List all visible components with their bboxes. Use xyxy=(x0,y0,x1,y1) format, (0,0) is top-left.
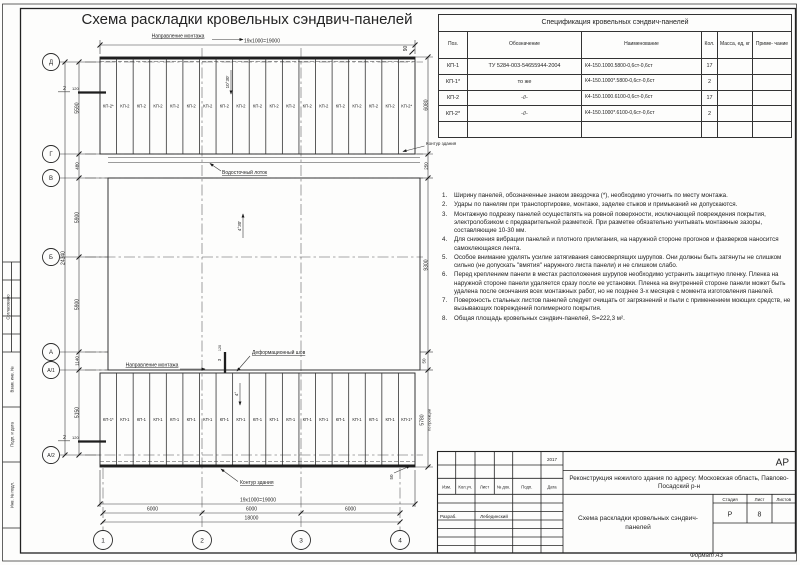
panel-label: КП-2 xyxy=(219,103,229,109)
spec-table xyxy=(438,14,791,138)
panel-label: КП-2* xyxy=(102,103,114,109)
spec-cell-designation: ТУ 5284-003-54655944-2004 xyxy=(468,59,582,75)
drawing-title: Схема раскладки кровельных сэндвич-панелей xyxy=(81,11,413,28)
note-item: Особое внимание уделять усилие затягивания самосверлящих шурупов. Они должны быть затянуты не слишком сильно (не допускать "вмятия" наружного листа панели) и не слишком слабо. xyxy=(454,253,782,269)
spec-cell-note xyxy=(753,90,792,106)
spec-cell-pos: КП-1* xyxy=(439,74,468,90)
title-block-col-koluch: Кол.уч. xyxy=(458,484,473,490)
panel-label: КП-2 xyxy=(170,103,180,109)
deformation-joint-label: Деформационный шов xyxy=(252,350,306,356)
panel-label: КП-2 xyxy=(120,103,130,109)
spec-cell-qty: 2 xyxy=(702,106,718,122)
dim-right-bottom-note: по проекции xyxy=(427,409,432,431)
note-item: Монтажную подрезку панелей осуществлять на ровной поверхности, исключающей повреждения покрытия, электролобзиком с предварительной разметкой. При разметке обязательно учитывать монтажные зазоры, составляющие 10-30 мм. xyxy=(454,210,766,234)
spec-cell-empty xyxy=(718,122,753,138)
panel-label: КП-2 xyxy=(352,103,362,109)
title-block-stage-label: Стадия xyxy=(722,496,738,502)
title-block-year: 2017 xyxy=(546,457,558,462)
spec-cell-designation: -//- xyxy=(468,90,582,106)
spec-cell-empty xyxy=(439,122,468,138)
panel-label: КП-2 xyxy=(252,103,263,109)
dim-right-gutter: 250 xyxy=(423,162,429,170)
panel-label: КП-1 xyxy=(252,417,263,422)
dim-bottom-panel-chain: 19х1000=19000 xyxy=(239,497,277,504)
note-item: Для снижения вибрации панелей и плотного прилегания, на наружной стороне прогонов и фахверков наносится самоклеющаяся лента. xyxy=(454,236,779,252)
axis-bubbles xyxy=(43,54,413,550)
spec-header-note: Приме- чание xyxy=(753,32,792,59)
title-block-sheet-title: Схема раскладки кровельных сэндвич-панелей xyxy=(578,515,698,531)
panel-label: КП-2 xyxy=(186,103,196,109)
spec-header-pos: Поз. xyxy=(439,32,468,59)
note-item: Перед креплением панели в местах расположения шурупов необходимо устранить защитную пленку. Пленка на наружной стороне панели удаляется сразу после ее установки. Пленка на внутренней стороне панели может быть удалена после окончания всех монтажных работ, но не позднее 3-х месяцев с момента изготовления панелей. xyxy=(454,271,786,295)
dim-bottom-corner: 50 xyxy=(389,474,394,480)
roof-plan xyxy=(100,57,420,467)
panel-label: КП-1 xyxy=(286,417,296,422)
spec-cell-qty: 17 xyxy=(702,90,718,106)
note-item: Поверхность стальных листов панелей следует очищать от загрязнений и пыли с применением моющих средств, не вызывающих повреждений полимерного покрытия. xyxy=(454,297,791,313)
dim-span1: 6000 xyxy=(146,506,159,513)
dim-top-chain: 19х1000=19000 xyxy=(243,38,281,45)
spec-cell-empty xyxy=(702,122,718,138)
dim-right-top-row: 6080 xyxy=(423,99,430,111)
node3-dim: 120 xyxy=(218,344,222,352)
spec-cell-note xyxy=(753,59,792,75)
dim-right-small: 50 xyxy=(421,358,427,364)
plan-annotations xyxy=(126,70,457,486)
dim-span3: 6000 xyxy=(344,506,357,513)
title-block-col-ndok: № док. xyxy=(496,484,511,490)
slope-mid-label: 4°30' xyxy=(237,220,242,232)
panel-label: КП-1 xyxy=(153,417,163,422)
axis-col-4: 4 xyxy=(398,537,402,545)
panel-label: КП-2 xyxy=(286,103,296,109)
panel-label: КП-1* xyxy=(401,417,413,422)
dim-left-a-a1: 1140 xyxy=(74,356,80,366)
spec-cell-note xyxy=(753,106,792,122)
panel-label: КП-1 xyxy=(186,417,196,422)
spec-cell-name: К4-150.1000.5800-0,6ст-0,6ст xyxy=(582,59,702,75)
top-panel-row xyxy=(103,59,413,154)
panel-label: КП-2 xyxy=(136,103,147,109)
slope-top-label: 10°30' xyxy=(225,75,230,89)
dim-left-v-b: 5900 xyxy=(74,211,81,224)
panel-label: КП-2 xyxy=(302,103,312,109)
panel-label: КП-1 xyxy=(170,417,180,422)
spec-cell-empty xyxy=(753,122,792,138)
axis-row-a: А xyxy=(48,350,54,357)
panel-label: КП-1 xyxy=(136,417,147,422)
title-block-sheet-value: 8 xyxy=(757,511,762,519)
spec-header-name: Наименование xyxy=(582,32,702,59)
spec-cell-name: К4-150.1000.6100-0,6ст-0,6ст xyxy=(582,90,702,106)
panel-label: КП-1 xyxy=(352,417,362,422)
dim-left-a1-a2: 5150 xyxy=(74,406,81,419)
side-stamp xyxy=(3,262,21,528)
title-block-project-name: Реконструкция нежилого здания по адресу: Московская область, Павлово-Посадский р-н xyxy=(569,474,789,490)
panel-label: КП-2 xyxy=(368,103,379,109)
panel-label: КП-1 xyxy=(120,417,130,422)
panel-label: КП-1 xyxy=(236,417,246,422)
dim-left-d-g: 5590 xyxy=(74,102,81,114)
spec-cell-designation: то же xyxy=(468,74,582,90)
panel-label: КП-1 xyxy=(368,417,379,422)
dimensions-left xyxy=(58,60,108,458)
dim-left-g-v: 480 xyxy=(74,162,80,170)
spec-cell-qty: 2 xyxy=(702,74,718,90)
spec-cell-mass xyxy=(718,106,753,122)
panel-label: КП-1 xyxy=(385,417,395,422)
format-label: Формат А3 xyxy=(690,553,723,559)
side-stamp-inv-label: Инв. № подл. xyxy=(9,481,15,509)
axis-row-b: Б xyxy=(49,255,53,262)
axis-row-g: Г xyxy=(49,152,53,159)
dim-right-bottom-row: 5780 xyxy=(419,414,426,426)
title-block-col-izm: Изм. xyxy=(442,484,452,490)
dim-left-b-a: 5900 xyxy=(74,298,81,311)
title-block-developed-label: Разраб. xyxy=(440,514,457,519)
node2-bottom-label: 2 xyxy=(63,435,67,441)
building-contour-bottom-label: Контур здания xyxy=(240,480,274,486)
side-stamp-agreed-label: Согласовано xyxy=(5,294,11,320)
note-item: Ширину панелей, обозначенные знаком звездочка (*), необходимо уточнить по месту монтажа. xyxy=(454,192,728,199)
side-stamp-podp-label: Подп. и дата xyxy=(9,422,15,447)
panel-label: КП-1 xyxy=(335,417,345,422)
panel-label: КП-1 xyxy=(203,417,213,422)
spec-cell-mass xyxy=(718,90,753,106)
dimensions-top xyxy=(98,34,418,55)
title-block-col-data: Дата xyxy=(547,484,557,490)
dim-left-total: 24340 xyxy=(60,251,67,265)
title-block-sheet-label: Лист xyxy=(754,496,765,502)
spec-cell-empty xyxy=(468,122,582,138)
spec-cell-qty: 17 xyxy=(702,59,718,75)
spec-cell-note xyxy=(753,74,792,90)
dim-total-width: 18000 xyxy=(244,515,259,522)
spec-cell-pos: КП-2 xyxy=(439,90,468,106)
spec-cell-name: К4-150.1000*.5800-0,6ст-0,6ст xyxy=(582,74,702,90)
spec-header-designation: Обозначение xyxy=(468,32,582,59)
montage-direction-bottom-label: Направление монтажа xyxy=(125,362,179,369)
title-block-stage-value: Р xyxy=(727,511,733,519)
node2-top-label: 2 xyxy=(63,86,67,92)
bottom-panel-row xyxy=(103,374,413,465)
building-contour-top-label: Контур здания xyxy=(426,141,457,146)
dimensions-right xyxy=(389,55,433,480)
dimensions-bottom xyxy=(98,470,418,525)
panel-label: КП-2 xyxy=(153,103,163,109)
spec-cell-empty xyxy=(582,122,702,138)
title-block-sheets-label: Листов xyxy=(776,496,792,502)
side-stamp-vzam-label: Взам. инв. № xyxy=(9,366,15,393)
spec-header-mass: Масса, ед, кг xyxy=(718,32,753,59)
spec-cell-pos: КП-1 xyxy=(439,59,468,75)
spec-cell-mass xyxy=(718,59,753,75)
axis-row-a2: А/2 xyxy=(47,453,55,459)
title-block-col-podp: Подп. xyxy=(521,484,533,490)
axis-col-3: 3 xyxy=(299,537,303,545)
panel-label: КП-2* xyxy=(401,103,413,109)
axis-row-a1: А/1 xyxy=(47,368,55,374)
node3-label: 3 xyxy=(217,358,222,362)
node2-top-dim: 120 xyxy=(72,86,79,91)
gutter-label: Водосточный лоток xyxy=(222,170,268,176)
spec-cell-pos: КП-2* xyxy=(439,106,468,122)
axis-col-2: 2 xyxy=(200,537,204,545)
panel-label: КП-1 xyxy=(219,417,229,422)
title-block-col-list: Лист xyxy=(480,484,490,490)
node2-bottom-dim: 120 xyxy=(72,435,79,440)
axis-row-d: Д xyxy=(48,60,54,67)
spec-cell-designation: -//- xyxy=(468,106,582,122)
panel-label: КП-2 xyxy=(269,103,279,109)
panel-label: КП-2 xyxy=(335,103,345,109)
panel-label: КП-2 xyxy=(385,103,395,109)
axis-grid xyxy=(85,45,423,530)
panel-label: КП-1 xyxy=(319,417,329,422)
dim-span2: 6000 xyxy=(245,506,258,513)
dim-right-mid: 9300 xyxy=(423,259,430,271)
notes-list xyxy=(441,192,793,324)
title-block-code: АР xyxy=(775,457,789,469)
axis-col-1: 1 xyxy=(101,537,105,545)
panel-label: КП-1* xyxy=(102,417,114,422)
panel-label: КП-1 xyxy=(302,417,312,422)
spec-table-title: Спецификация кровельных сэндвич-панелей xyxy=(439,15,792,32)
panel-label: КП-2 xyxy=(236,103,246,109)
axis-row-v: В xyxy=(48,176,54,183)
panel-label: КП-1 xyxy=(269,417,279,422)
dim-right-corner: 90 xyxy=(403,45,409,52)
title-block-developed-name: Лебединский xyxy=(480,514,508,519)
panel-label: КП-2 xyxy=(203,103,213,109)
montage-direction-top-label: Направление монтажа xyxy=(151,33,205,40)
spec-cell-mass xyxy=(718,74,753,90)
spec-cell-name: К4-150.1000*.6100-0,6ст-0,6ст xyxy=(582,106,702,122)
note-item: Удары по панелям при транспортировке, монтаже, заделке стыков и примыканий не допускаются. xyxy=(454,201,738,209)
note-item: Общая площадь кровельных сэндвич-панелей, S=222,3 м². xyxy=(454,314,625,322)
panel-label: КП-2 xyxy=(319,103,329,109)
spec-header-qty: Кол. xyxy=(702,32,718,59)
slope-bottom-label: 4° xyxy=(234,391,239,397)
